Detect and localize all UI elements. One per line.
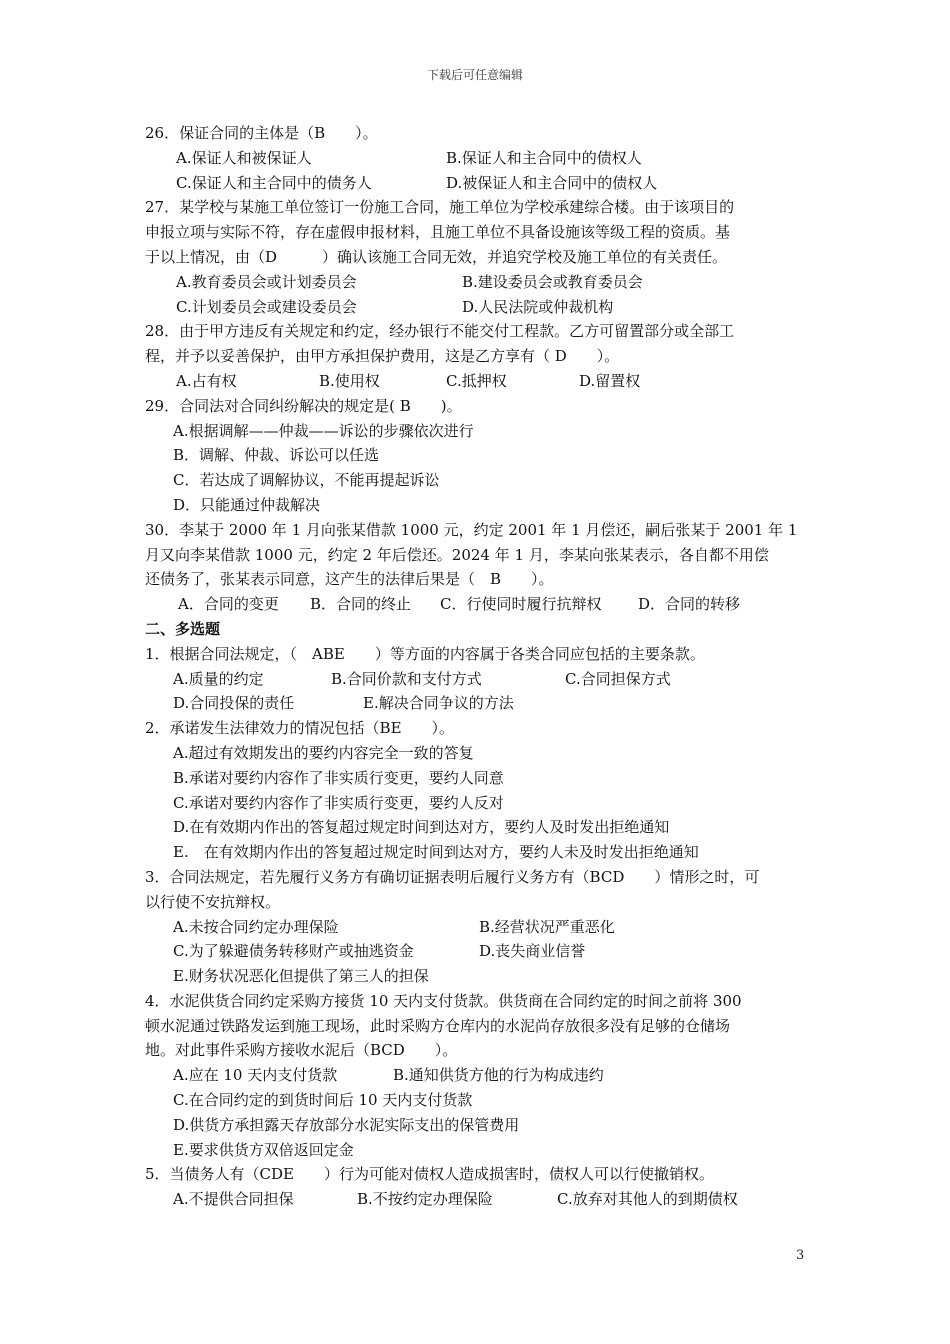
- question-29-option-d: D．只能通过仲裁解决: [173, 495, 321, 514]
- question-27-options-row2: [145, 295, 815, 320]
- multi-question-4-stem-line2: 顿水泥通过铁路发运到施工现场，此时采购方仓库内的水泥尚存放很多没有足够的仓储场: [145, 1016, 731, 1035]
- multi-question-5-options-row1: [145, 1187, 815, 1212]
- question-27-stem-line3: 于以上情况，由（D ）确认该施工合同无效，并追究学校及施工单位的有关责任。: [145, 247, 728, 266]
- question-30-stem-line3: 还债务了，张某表示同意，这产生的法律后果是（ B ）。: [145, 570, 554, 589]
- multi-question-3-option-d: D.丧失商业信誉: [479, 942, 586, 961]
- question-28-option-a: A.占有权: [176, 371, 237, 390]
- question-26-option-b: B.保证人和主合同中的债权人: [446, 148, 642, 167]
- multi-question-1-option-a: A.质量的约定: [173, 669, 264, 688]
- question-28-stem-line2: 程，并予以妥善保护，由甲方承担保护费用，这是乙方享有（ D ）。: [145, 347, 620, 366]
- page-header: 下载后可任意编辑: [426, 68, 523, 82]
- multi-question-4-stem-line3: 地。对此事件采购方接收水泥后（BCD ）。: [145, 1041, 458, 1060]
- question-26-options-row2: [145, 171, 815, 196]
- question-30-option-b: B．合同的终止: [310, 595, 412, 614]
- multi-question-2-option-e: E. 在有效期内作出的答复超过规定时间到达对方，要约人未及时发出拒绝通知: [173, 843, 699, 862]
- multi-question-4-option-e: E.要求供货方双倍返回定金: [173, 1140, 354, 1159]
- multi-question-3-option-a: A.未按合同约定办理保险: [173, 917, 339, 936]
- multi-question-1-options-row1: [145, 667, 815, 692]
- multi-question-2-stem: 2．承诺发生法律效力的情况包括（BE ）。: [145, 719, 455, 738]
- multi-question-1-option-e: E.解决合同争议的方法: [363, 694, 514, 713]
- question-27-options-row1: [145, 270, 815, 295]
- multi-question-2-option-d: D.在有效期内作出的答复超过规定时间到达对方，要约人及时发出拒绝通知: [173, 818, 670, 837]
- multi-question-4-options-row1: [145, 1063, 815, 1088]
- question-28-option-d: D.留置权: [579, 371, 641, 390]
- multi-question-3-option-b: B.经营状况严重恶化: [479, 917, 615, 936]
- question-28-option-c: C.抵押权: [446, 371, 507, 390]
- question-30-option-d: D．合同的转移: [638, 595, 741, 614]
- question-30-stem-line1: 30．李某于 2000 年 1 月向张某借款 1000 元，约定 2001 年 1 月偿还，嗣后张某于 2001 年 1: [145, 520, 798, 539]
- multi-question-1-option-c: C.合同担保方式: [565, 669, 671, 688]
- question-26-option-a: A.保证人和被保证人: [176, 148, 312, 167]
- document-body: [145, 121, 815, 1212]
- section-multiple-choice-heading: 二、多选题: [145, 619, 221, 638]
- multi-question-3-options-row2: [145, 939, 815, 964]
- question-27-option-b: B.建设委员会或教育委员会: [462, 272, 643, 291]
- multi-question-3-option-c: C.为了躲避债务转移财产或抽逃资金: [173, 942, 414, 961]
- question-29-option-c: C．若达成了调解协议，不能再提起诉讼: [173, 471, 440, 490]
- question-26-option-c: C.保证人和主合同中的债务人: [176, 173, 372, 192]
- multi-question-2-option-a: A.超过有效期发出的要约内容完全一致的答复: [173, 743, 474, 762]
- question-26-options-row1: [145, 146, 815, 171]
- question-30-stem-line2: 月又向李某借款 1000 元，约定 2 年后偿还。2024 年 1 月，李某向张某表示，各自都不用偿: [145, 545, 769, 564]
- multi-question-2-option-c: C.承诺对要约内容作了非实质行变更，要约人反对: [173, 793, 504, 812]
- multi-question-4-stem-line1: 4．水泥供货合同约定采购方接货 10 天内支付货款。供货商在合同约定的时间之前将 300: [145, 991, 742, 1010]
- multi-question-3-stem-line1: 3．合同法规定，若先履行义务方有确切证据表明后履行义务方有（BCD ）情形之时，可: [145, 867, 760, 886]
- multi-question-5-option-b: B.不按约定办理保险: [357, 1190, 493, 1209]
- question-29-stem: 29．合同法对合同纠纷解决的规定是( B )。: [145, 396, 462, 415]
- multi-question-4-option-c: C.在合同约定的到货时间后 10 天内支付货款: [173, 1091, 473, 1110]
- multi-question-1-stem: 1．根据合同法规定，（ ABE ）等方面的内容属于各类合同应包括的主要条款。: [145, 644, 705, 663]
- multi-question-3-options-row1: [145, 915, 815, 940]
- question-26-stem: 26．保证合同的主体是（B ）。: [145, 124, 378, 142]
- multi-question-4-option-b: B.通知供货方他的行为构成违约: [393, 1066, 604, 1085]
- question-27-stem-line1: 27．某学校与某施工单位签订一份施工合同，施工单位为学校承建综合楼。由于该项目的: [145, 198, 735, 217]
- question-27-option-d: D.人民法院或仲裁机构: [462, 297, 614, 316]
- question-30-option-c: C．行使同时履行抗辩权: [440, 595, 602, 614]
- multi-question-1-option-b: B.合同价款和支付方式: [331, 669, 482, 688]
- question-30-option-a: A．合同的变更: [178, 595, 279, 614]
- question-28-stem-line1: 28．由于甲方违反有关规定和约定，经办银行不能交付工程款。乙方可留置部分或全部工: [145, 322, 735, 341]
- multi-question-5-option-a: A.不提供合同担保: [173, 1190, 294, 1209]
- question-28-options: [145, 369, 815, 394]
- question-30-options: [145, 592, 815, 617]
- page-number: 3: [796, 1248, 805, 1263]
- multi-question-1-option-d: D.合同投保的责任: [173, 694, 295, 713]
- multi-question-3-stem-line2: 以行使不安抗辩权。: [145, 892, 281, 911]
- multi-question-3-option-e: E.财务状况恶化但提供了第三人的担保: [173, 967, 429, 986]
- question-27-option-c: C.计划委员会或建设委员会: [176, 297, 357, 316]
- multi-question-5-option-c: C.放弃对其他人的到期债权: [557, 1190, 738, 1209]
- multi-question-1-options-row2: [145, 691, 815, 716]
- multi-question-5-stem: 5．当债务人有（CDE ）行为可能对债权人造成损害时，债权人可以行使撤销权。: [145, 1165, 715, 1184]
- question-27-option-a: A.教育委员会或计划委员会: [176, 272, 357, 291]
- multi-question-4-option-a: A.应在 10 天内支付货款: [173, 1066, 338, 1085]
- question-28-option-b: B.使用权: [319, 371, 380, 390]
- multi-question-2-option-b: B.承诺对要约内容作了非实质行变更，要约人同意: [173, 768, 504, 787]
- question-29-option-b: B．调解、仲裁、诉讼可以任选: [173, 446, 380, 465]
- question-29-option-a: A.根据调解——仲裁——诉讼的步骤依次进行: [173, 421, 474, 440]
- question-27-stem-line2: 申报立项与实际不符，存在虚假申报材料，且施工单位不具备设施该等级工程的资质。基: [145, 223, 731, 242]
- multi-question-4-option-d: D.供货方承担露天存放部分水泥实际支出的保管费用: [173, 1115, 520, 1134]
- question-26-option-d: D.被保证人和主合同中的债权人: [446, 173, 658, 192]
